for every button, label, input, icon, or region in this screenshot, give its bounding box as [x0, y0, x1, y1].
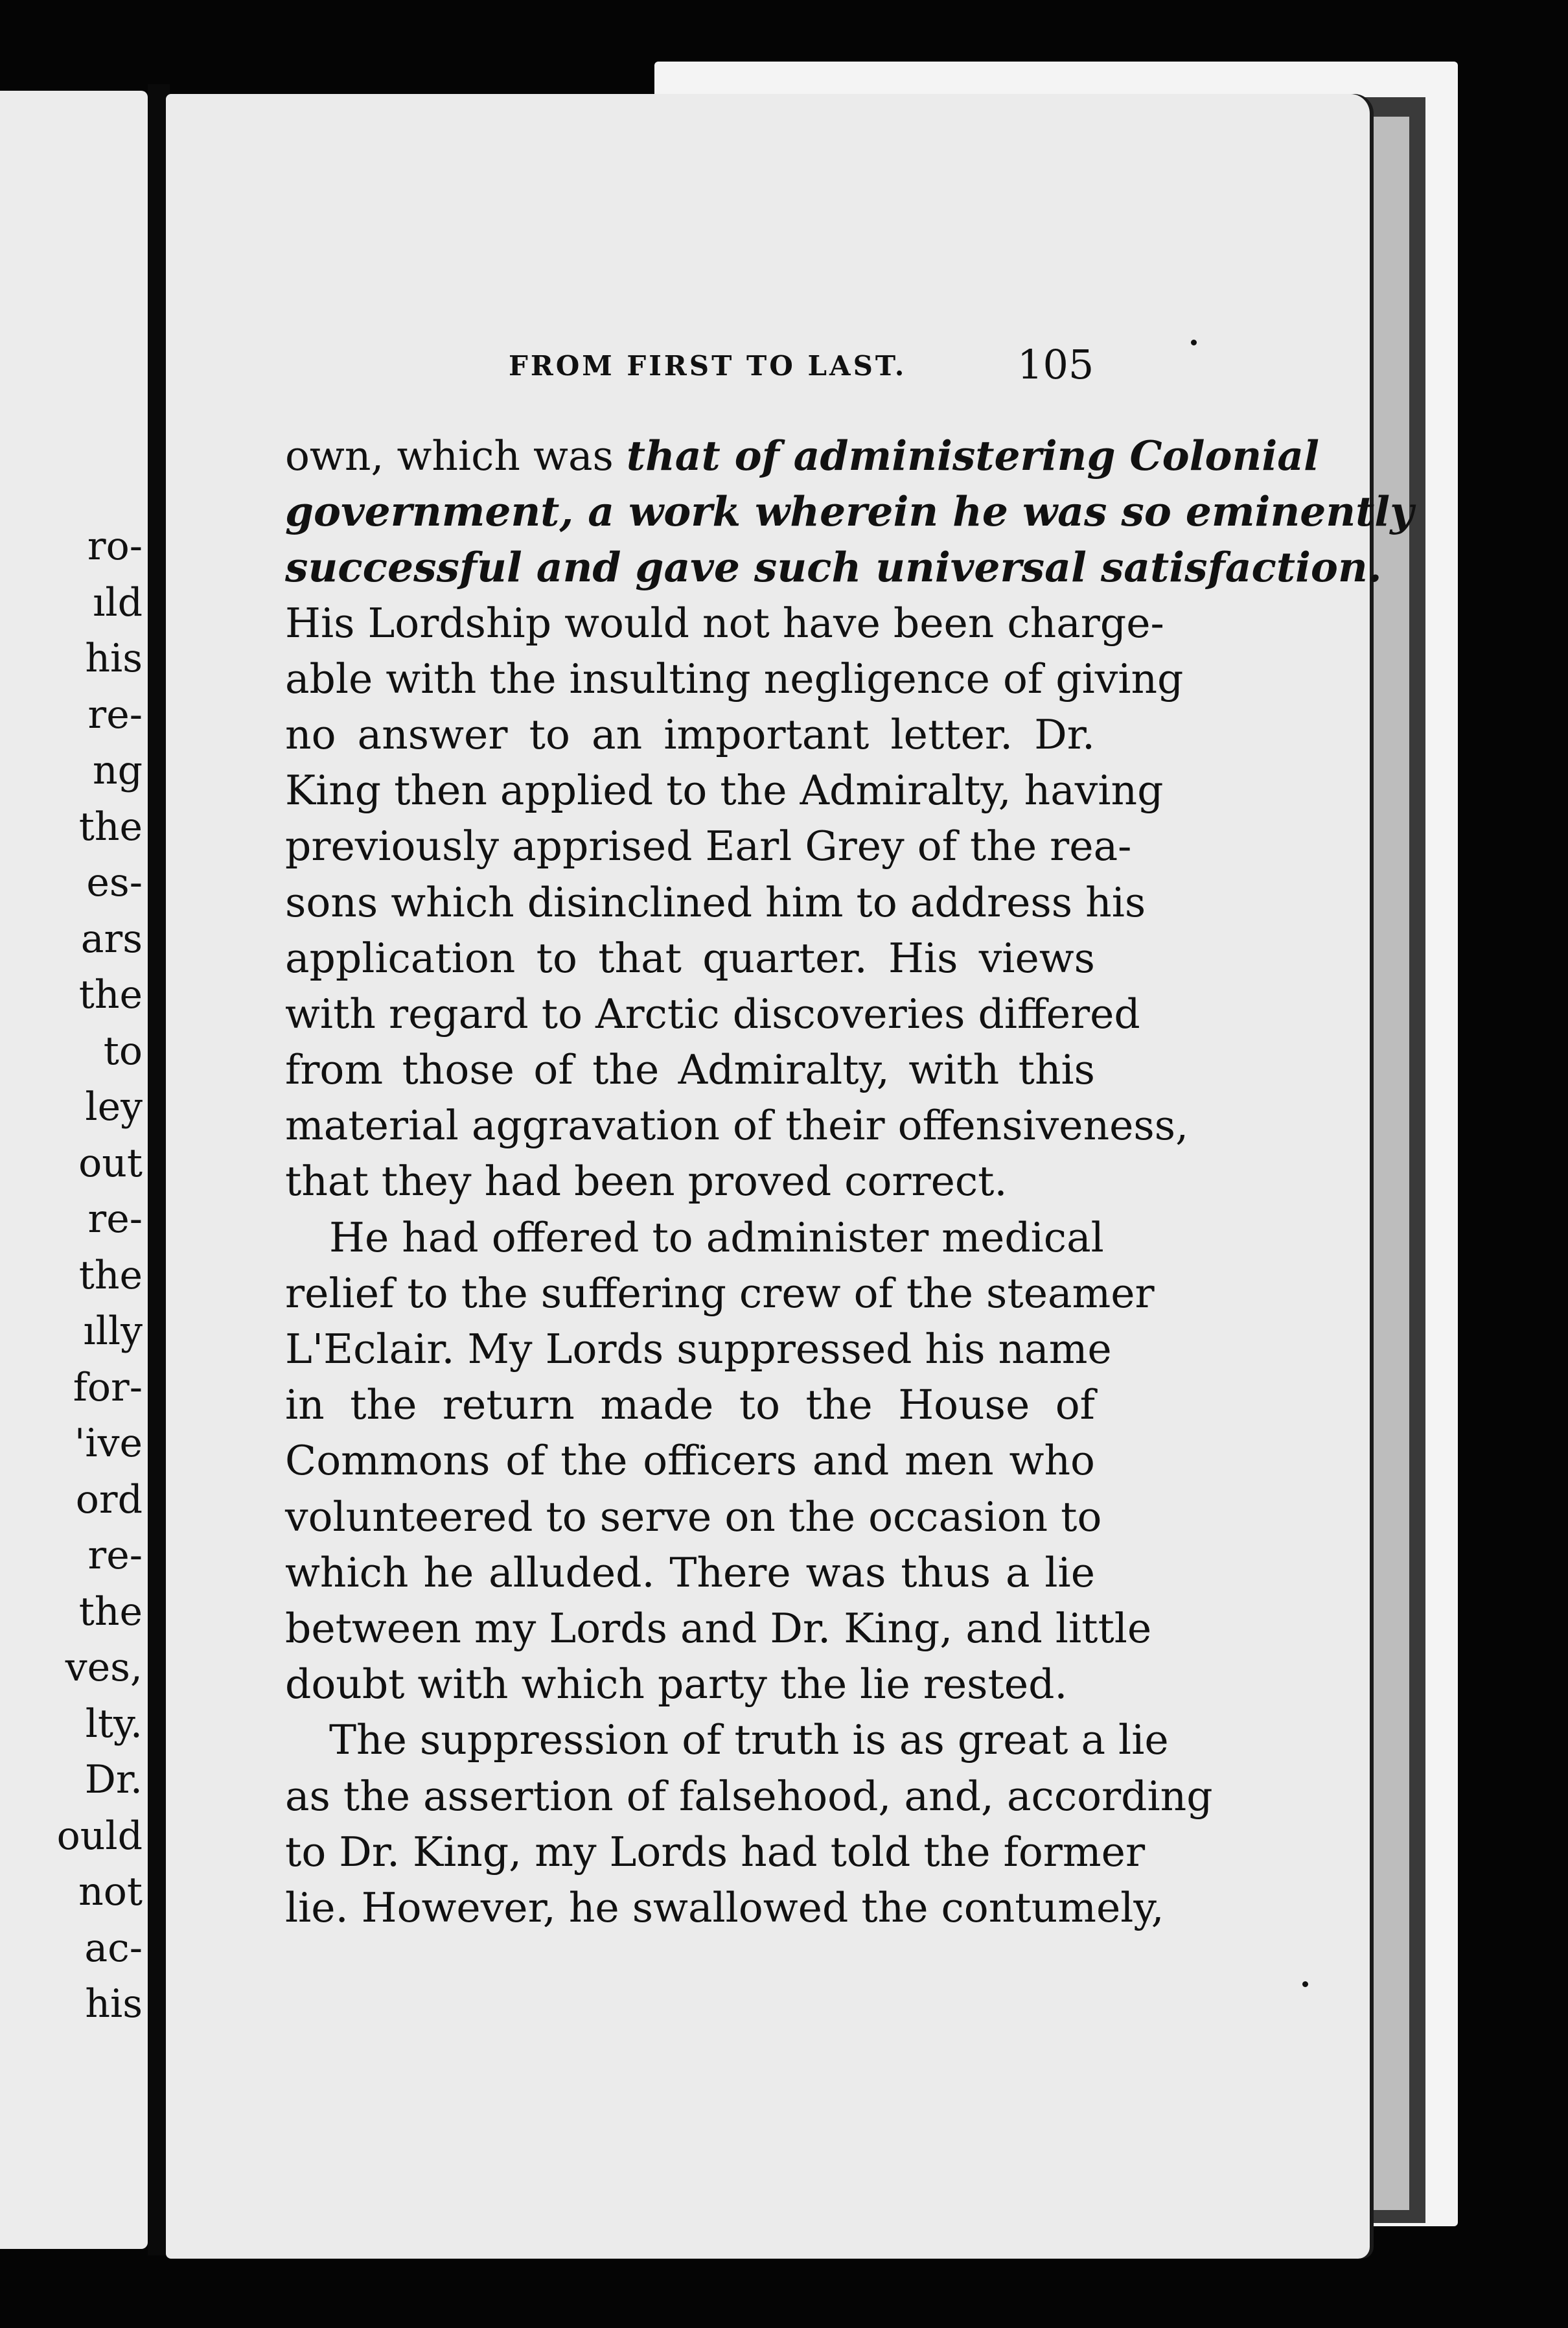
text-line: doubt with which party the lie rested. [285, 1660, 1068, 1708]
text-line: between my Lords and Dr. King, and little [285, 1604, 1152, 1652]
left-page-line: ıld [93, 579, 143, 625]
text-line: L'Eclair. My Lords suppressed his name [285, 1325, 1112, 1373]
ink-speck [1302, 1981, 1308, 1987]
left-page [0, 91, 148, 2249]
left-page-line: the [78, 1589, 143, 1635]
text-line: in the return made to the House of [285, 1381, 1095, 1429]
left-page-text [0, 518, 143, 2032]
running-head: FROM FIRST TO LAST. [509, 350, 907, 382]
left-page-line: ac- [84, 1925, 143, 1971]
ink-speck [1191, 340, 1197, 345]
left-page-line: the [78, 1252, 143, 1298]
left-page-line: ves, [65, 1645, 143, 1690]
page-edge-fore [1374, 117, 1409, 2210]
left-page-line: Dr. [84, 1757, 143, 1802]
text-line: with regard to Arctic discoveries differed [285, 990, 1140, 1038]
left-page-line: out [78, 1140, 143, 1186]
text-line: material aggravation of their offensiveness, [285, 1102, 1189, 1150]
text-line: own, which was that of administering Colonial [285, 432, 1320, 480]
left-page-line: ılly [83, 1309, 143, 1354]
left-page-line: not [78, 1869, 143, 1915]
text-line: relief to the suffering crew of the steamer [285, 1269, 1155, 1317]
text-line: no answer to an important letter. Dr. [285, 710, 1095, 758]
text-line: that they had been proved correct. [285, 1158, 1008, 1205]
text-line: lie. However, he swallowed the contumely, [285, 1883, 1164, 1931]
left-page-line: re- [87, 692, 143, 738]
left-page-line: 'ive [74, 1421, 143, 1466]
text-line: to Dr. King, my Lords had told the former [285, 1828, 1146, 1876]
left-page-line: es- [86, 860, 143, 905]
left-page-line: the [78, 972, 143, 1018]
left-page-line: for- [73, 1364, 143, 1410]
text-line: as the assertion of falsehood, and, according [285, 1772, 1213, 1820]
text-line: able with the insulting negligence of giving [285, 655, 1184, 703]
left-page-line: to [103, 1028, 143, 1074]
text-line: previously apprised Earl Grey of the rea- [285, 822, 1132, 870]
left-page-line: ng [92, 748, 143, 793]
text-line: The suppression of truth is as great a lie [329, 1716, 1169, 1764]
page-body [285, 428, 1414, 1936]
text-line: which he alluded. There was thus a lie [285, 1548, 1095, 1596]
text-line: from those of the Admiralty, with this [285, 1046, 1095, 1094]
left-page-line: re- [87, 1196, 143, 1242]
left-page-line: the [78, 804, 143, 850]
left-page-line: ars [80, 916, 143, 962]
text-line: He had offered to administer medical [329, 1213, 1104, 1261]
text-line: King then applied to the Admiralty, having [285, 767, 1164, 815]
left-page-line: lty. [85, 1701, 143, 1747]
left-page-line: ord [75, 1476, 143, 1522]
left-page-line: re- [87, 1533, 143, 1578]
left-page-line: ould [56, 1813, 143, 1859]
text-line: application to that quarter. His views [285, 934, 1095, 982]
text-line: government, a work wherein he was so eminently [285, 487, 1414, 536]
left-page-line: his [85, 1981, 143, 2027]
left-page-line: ley [85, 1084, 143, 1130]
page-number: 105 [1017, 341, 1094, 388]
text-line: His Lordship would not have been charge- [285, 599, 1164, 647]
text-line: volunteered to serve on the occasion to [285, 1493, 1102, 1541]
text-line: Commons of the officers and men who [285, 1437, 1095, 1485]
text-line: sons which disinclined him to address his [285, 878, 1146, 926]
left-page-line: ro- [87, 524, 143, 569]
left-page-line: his [85, 636, 143, 681]
text-line: successful and gave such universal satisfaction. [285, 543, 1382, 592]
